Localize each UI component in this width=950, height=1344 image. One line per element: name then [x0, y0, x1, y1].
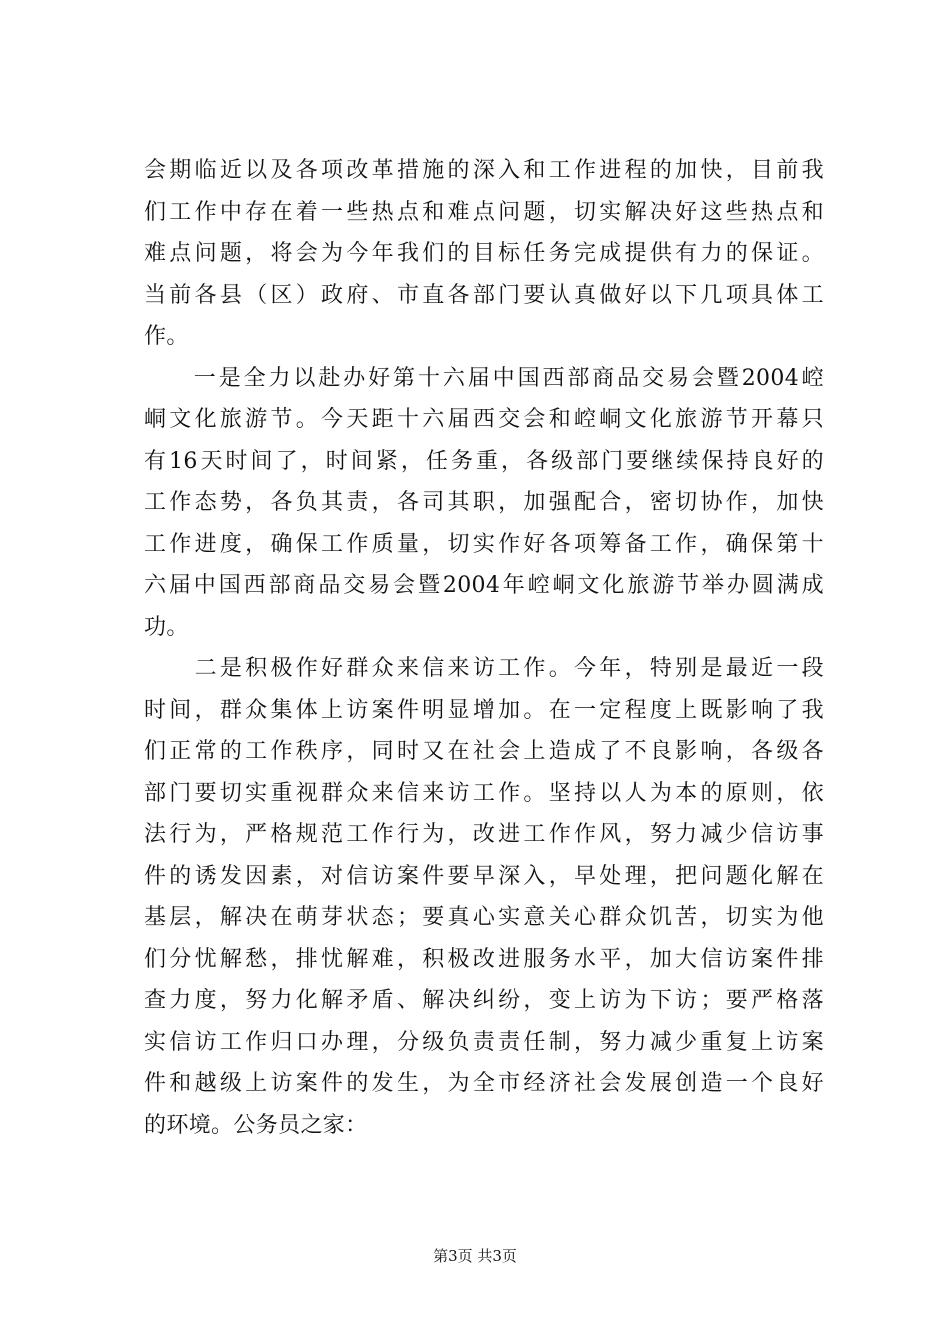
- text-line: 们工作中存在着一些热点和难点问题，切实解决好这些热点和: [144, 199, 824, 225]
- text-line: 件的诱发因素，对信访案件要早深入，早处理，把问题化解在: [144, 863, 824, 889]
- page-footer: [0, 1246, 950, 1266]
- text-line: 六届中国西部商品交易会暨2004年崆峒文化旅游节举办圆满成: [144, 573, 824, 598]
- text-line: 查力度，努力化解矛盾、解决纠纷，变上访为下访；要严格落: [144, 988, 824, 1013]
- text-line: 难点问题，将会为今年我们的目标任务完成提供有力的保证。: [144, 241, 824, 266]
- text-line: 工作态势，各负其责，各司其职，加强配合，密切协作，加快: [144, 490, 824, 515]
- text-line: 当前各县（区）政府、市直各部门要认真做好以下几项具体工: [144, 282, 824, 308]
- paragraph-item-two: [144, 648, 824, 1146]
- text-line: 功。: [144, 614, 189, 640]
- text-line: 峒文化旅游节。今天距十六届西交会和崆峒文化旅游节开幕只: [144, 407, 824, 432]
- text-line: 法行为，严格规范工作行为，改进工作作风，努力减少信访事: [144, 822, 824, 847]
- text-line: 一是全力以赴办好第十六届中国西部商品交易会暨2004崆: [144, 365, 824, 391]
- text-line: 们分忧解愁，排忧解难，积极改进服务水平，加大信访案件排: [144, 946, 824, 972]
- text-line: 工作进度，确保工作质量，切实作好各项筹备工作，确保第十: [144, 531, 824, 557]
- text-line: 件和越级上访案件的发生，为全市经济社会发展创造一个良好: [144, 1071, 824, 1096]
- text-line: 的环境。公务员之家：: [144, 1112, 368, 1138]
- text-line: 二是积极作好群众来信来访工作。今年，特别是最近一段: [144, 656, 824, 681]
- text-line: 时间，群众集体上访案件明显增加。在一定程度上既影响了我: [144, 697, 824, 723]
- paragraph-intro: [144, 150, 824, 358]
- body-text: [144, 150, 824, 1146]
- text-line: 有16天时间了，时间紧，任务重，各级部门要继续保持良好的: [144, 448, 824, 474]
- text-line: 基层，解决在萌芽状态；要真心实意关心群众饥苦，切实为他: [144, 905, 824, 930]
- text-line: 们正常的工作秩序，同时又在社会上造成了不良影响，各级各: [144, 739, 824, 764]
- paragraph-item-one: [144, 358, 824, 649]
- text-line: 部门要切实重视群众来信来访工作。坚持以人为本的原则，依: [144, 780, 824, 806]
- text-line: 会期临近以及各项改革措施的深入和工作进程的加快，目前我: [144, 158, 824, 183]
- page-number: 第3页 共3页: [433, 1247, 517, 1265]
- text-line: 作。: [144, 324, 189, 349]
- text-line: 实信访工作归口办理，分级负责责任制，努力减少重复上访案: [144, 1029, 824, 1055]
